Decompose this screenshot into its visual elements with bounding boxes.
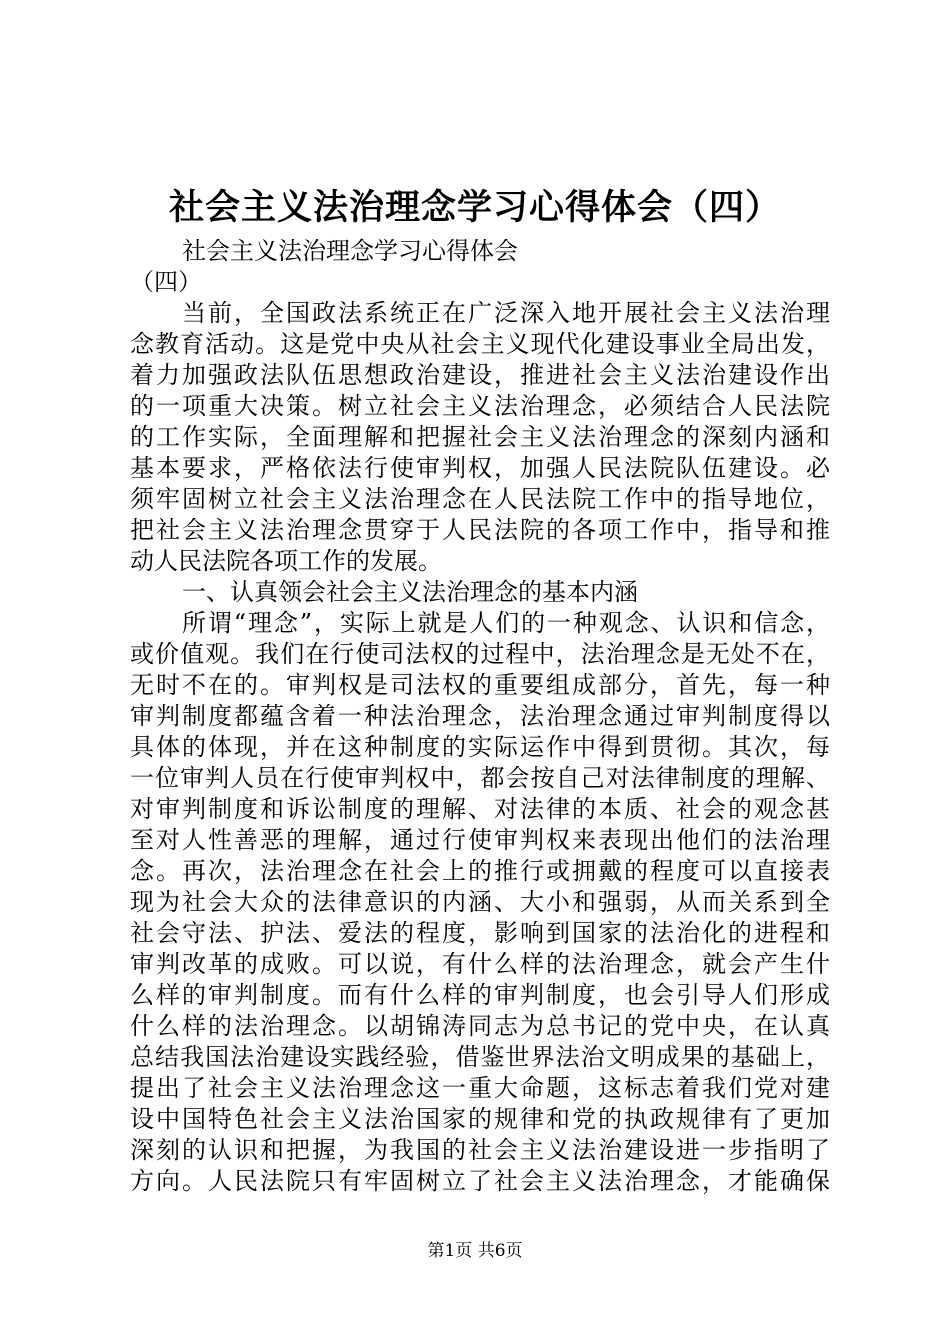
subtitle-line-1: 社会主义法治理念学习心得体会	[182, 237, 518, 265]
text-line: 深刻的认识和把握，为我国的社会主义法治建设进一步指明了	[130, 1136, 830, 1164]
text-line: 么样的审判制度。而有什么样的审判制度，也会引导人们形成	[130, 981, 830, 1009]
text-line: 基本要求，严格依法行使审判权，加强人民法院队伍建设。必	[130, 454, 830, 482]
text-line: 审判改革的成败。可以说，有什么样的法治理念，就会产生什	[130, 950, 830, 978]
text-line: 无时不在的。审判权是司法权的重要组成部分，首先，每一种	[130, 671, 830, 699]
text-line: 须牢固树立社会主义法治理念在人民法院工作中的指导地位，	[130, 485, 830, 513]
text-line: 一位审判人员在行使审判权中，都会按自己对法律制度的理解、	[130, 764, 830, 792]
text-line: 着力加强政法队伍思想政治建设，推进社会主义法治建设作出	[130, 361, 830, 389]
text-line: 方向。人民法院只有牢固树立了社会主义法治理念，才能确保	[130, 1167, 830, 1195]
text-line: 具体的体现，并在这种制度的实际运作中得到贯彻。其次，每	[130, 733, 830, 761]
paragraph-2	[130, 608, 830, 1197]
text-line: 或价值观。我们在行使司法权的过程中，法治理念是无处不在，	[130, 640, 830, 668]
text-line: 的工作实际，全面理解和把握社会主义法治理念的深刻内涵和	[130, 423, 830, 451]
text-line: 的一项重大决策。树立社会主义法治理念，必须结合人民法院	[130, 392, 830, 420]
subtitle-line-2: （四）	[130, 268, 202, 296]
text-line: 动人民法院各项工作的发展。	[130, 547, 442, 575]
text-line: 审判制度都蕴含着一种法治理念，法治理念通过审判制度得以	[130, 702, 830, 730]
section-heading-1: 一、认真领会社会主义法治理念的基本内涵	[182, 578, 638, 606]
text-line: 念。再次，法治理念在社会上的推行或拥戴的程度可以直接表	[130, 857, 830, 885]
text-line: 念教育活动。这是党中央从社会主义现代化建设事业全局出发，	[130, 330, 830, 358]
text-line: 所谓“理念”，实际上就是人们的一种观念、认识和信念，	[182, 609, 830, 637]
text-line: 现为社会大众的法律意识的内涵、大小和强弱，从而关系到全	[130, 888, 830, 916]
text-line: 当前，全国政法系统正在广泛深入地开展社会主义法治理	[182, 299, 830, 327]
text-line: 社会守法、护法、爱法的程度，影响到国家的法治化的进程和	[130, 919, 830, 947]
text-line: 设中国特色社会主义法治国家的规律和党的执政规律有了更加	[130, 1105, 830, 1133]
text-line: 对审判制度和诉讼制度的理解、对法律的本质、社会的观念甚	[130, 795, 830, 823]
document-title: 社会主义法治理念学习心得体会（四）	[168, 188, 781, 228]
text-line: 什么样的法治理念。以胡锦涛同志为总书记的党中央，在认真	[130, 1012, 830, 1040]
text-line: 至对人性善恶的理解，通过行使审判权来表现出他们的法治理	[130, 826, 830, 854]
paragraph-1	[130, 298, 830, 577]
text-line: 把社会主义法治理念贯穿于人民法院的各项工作中，指导和推	[130, 516, 830, 544]
text-line: 提出了社会主义法治理念这一重大命题，这标志着我们党对建	[130, 1074, 830, 1102]
document-body	[130, 236, 830, 1197]
text-line: 总结我国法治建设实践经验，借鉴世界法治文明成果的基础上，	[130, 1043, 830, 1071]
page-footer: 第1页 共6页	[427, 1241, 523, 1261]
